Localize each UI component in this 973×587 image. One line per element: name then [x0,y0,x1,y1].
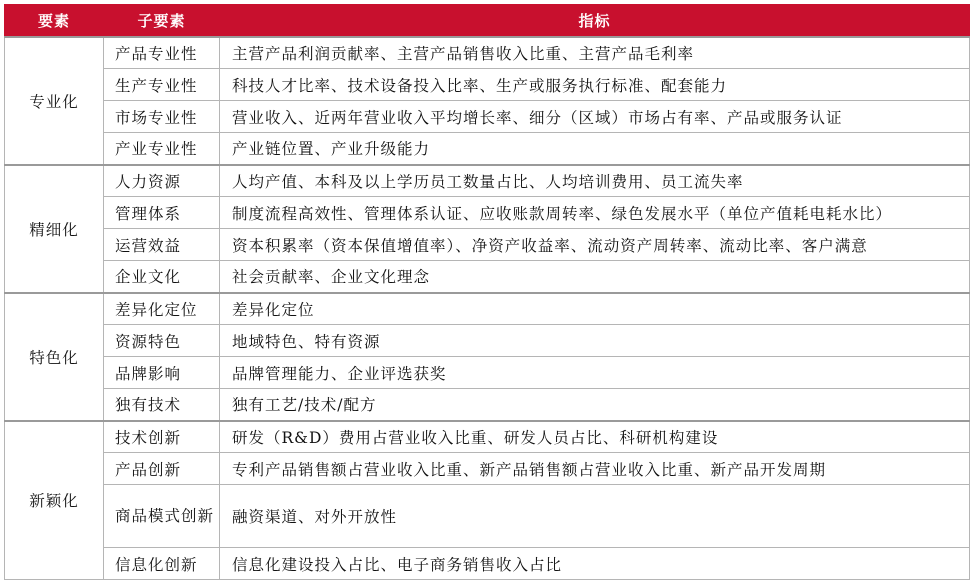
sub-element-cell: 信息化创新 [104,548,220,580]
element-cell: 专业化 [5,37,104,165]
table-row [5,197,970,229]
sub-element-cell: 市场专业性 [104,101,220,133]
indicator-cell: 营业收入、近两年营业收入平均增长率、细分（区域）市场占有率、产品或服务认证 [220,101,970,133]
sub-element-cell: 生产专业性 [104,69,220,101]
element-cell: 新颖化 [5,421,104,580]
table-header [5,5,970,37]
indicator-cell: 地域特色、特有资源 [220,325,970,357]
table-row [5,421,970,453]
table-row [5,548,970,580]
header-sub-element: 子要素 [104,5,220,37]
table-row [5,37,970,69]
sub-element-cell: 技术创新 [104,421,220,453]
table-row [5,101,970,133]
sub-element-cell: 差异化定位 [104,293,220,325]
table-row [5,389,970,421]
element-cell: 特色化 [5,293,104,421]
sub-element-cell: 运营效益 [104,229,220,261]
header-element: 要素 [5,5,104,37]
sub-element-cell: 产品专业性 [104,37,220,69]
table-row [5,293,970,325]
indicator-cell: 信息化建设投入占比、电子商务销售收入占比 [220,548,970,580]
indicator-cell: 科技人才比率、技术设备投入比率、生产或服务执行标准、配套能力 [220,69,970,101]
indicator-cell: 人均产值、本科及以上学历员工数量占比、人均培训费用、员工流失率 [220,165,970,197]
header-indicator: 指标 [220,5,970,37]
table-row [5,69,970,101]
indicator-cell: 独有工艺/技术/配方 [220,389,970,421]
table-row [5,357,970,389]
table-body [5,37,970,580]
table-row [5,453,970,485]
indicator-cell: 社会贡献率、企业文化理念 [220,261,970,293]
table-row [5,261,970,293]
sub-element-cell: 商品模式创新 [104,485,220,548]
table-row [5,485,970,548]
sub-element-cell: 产品创新 [104,453,220,485]
indicator-table [4,4,970,580]
sub-element-cell: 管理体系 [104,197,220,229]
sub-element-cell: 企业文化 [104,261,220,293]
sub-element-cell: 资源特色 [104,325,220,357]
indicator-cell: 制度流程高效性、管理体系认证、应收账款周转率、绿色发展水平（单位产值耗电耗水比） [220,197,970,229]
table-row [5,165,970,197]
indicator-cell: 差异化定位 [220,293,970,325]
indicator-cell: 融资渠道、对外开放性 [220,485,970,548]
indicator-cell: 产业链位置、产业升级能力 [220,133,970,165]
sub-element-cell: 品牌影响 [104,357,220,389]
sub-element-cell: 人力资源 [104,165,220,197]
indicator-cell: 主营产品利润贡献率、主营产品销售收入比重、主营产品毛利率 [220,37,970,69]
sub-element-cell: 独有技术 [104,389,220,421]
indicator-cell: 资本积累率（资本保值增值率）、净资产收益率、流动资产周转率、流动比率、客户满意 [220,229,970,261]
sub-element-cell: 产业专业性 [104,133,220,165]
element-cell: 精细化 [5,165,104,293]
indicator-cell: 研发（R&D）费用占营业收入比重、研发人员占比、科研机构建设 [220,421,970,453]
header-row [5,5,970,37]
table-row [5,325,970,357]
indicator-cell: 品牌管理能力、企业评选获奖 [220,357,970,389]
table-row [5,229,970,261]
indicator-cell: 专利产品销售额占营业收入比重、新产品销售额占营业收入比重、新产品开发周期 [220,453,970,485]
table-row [5,133,970,165]
